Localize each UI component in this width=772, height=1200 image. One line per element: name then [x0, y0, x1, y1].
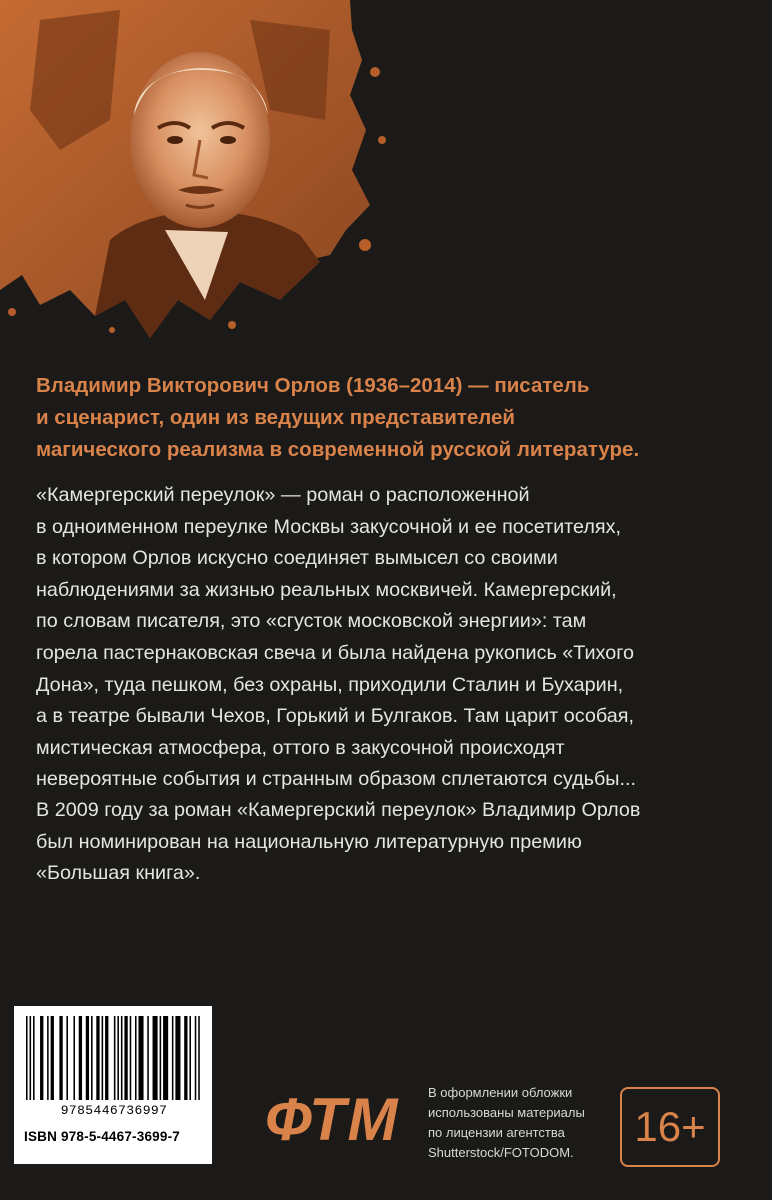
- publisher-logo: ФТМ: [265, 1086, 399, 1153]
- barcode-bar: [96, 1016, 99, 1100]
- barcode-bar: [117, 1016, 119, 1100]
- barcode-bar: [124, 1016, 127, 1100]
- barcode-bar: [30, 1016, 32, 1100]
- barcode-bar: [105, 1016, 108, 1100]
- age-rating-badge: 16+: [620, 1087, 720, 1167]
- barcode-bar: [121, 1016, 123, 1100]
- barcode-bar: [40, 1016, 43, 1100]
- barcode-bar: [153, 1016, 158, 1100]
- barcode-bar: [189, 1016, 191, 1100]
- barcode-bar: [66, 1016, 68, 1100]
- isbn-number: ISBN 978-5-4467-3699-7: [24, 1129, 180, 1144]
- barcode-bar: [73, 1016, 75, 1100]
- barcode-bar: [163, 1016, 168, 1100]
- barcode-bar: [130, 1016, 132, 1100]
- barcode-bar: [138, 1016, 143, 1100]
- barcode-bar: [79, 1016, 82, 1100]
- book-description: «Камергерский переулок» — роман о расположенной в одноименном переулке Москвы закусочной и ее посетителях, в котором Орлов искусно соединяет вымысел со своими наблюдениями за жизнью реальных москвичей. Камергерский, по словам писателя, это «сгусток московской энергии»: там горела пастернаковская свеча и была найдена рукопись «Тихого Дона», туда пешком, без охраны, приходили Сталин и Бухарин, а в театре бывали Чехов, Горький и Булгаков. Там царит особая, мистическая атмосфера, оттого в закусочной происходят невероятные события и странным образом сплетаются судьбы...: [36, 484, 636, 791]
- barcode-bar: [184, 1016, 187, 1100]
- barcode-bar: [195, 1016, 197, 1100]
- barcode-bar: [160, 1016, 162, 1100]
- barcode-bar: [102, 1016, 104, 1100]
- barcode-bar: [135, 1016, 137, 1100]
- barcode-bar: [51, 1016, 54, 1100]
- portrait-splash-image: [0, 0, 400, 345]
- barcode-bars: [26, 1016, 200, 1100]
- barcode-bar: [172, 1016, 174, 1100]
- barcode-bar: [59, 1016, 62, 1100]
- barcode-bar: [86, 1016, 89, 1100]
- image-credits: В оформлении обложки использованы материалы по лицензии агентства Shutterstock/FOTODOM.: [428, 1085, 585, 1160]
- barcode-bar: [26, 1016, 28, 1100]
- barcode-bar: [114, 1016, 116, 1100]
- barcode-bar: [175, 1016, 180, 1100]
- barcode-bar: [91, 1016, 93, 1100]
- barcode-bar: [198, 1016, 200, 1100]
- author-portrait: [0, 0, 400, 345]
- author-bio: Владимир Викторович Орлов (1936–2014) — писатель и сценарист, один из ведущих представителей магического реализма в современной русской литературе.: [36, 374, 640, 461]
- barcode-digits: 9785446736997: [60, 1103, 168, 1118]
- barcode-bar: [147, 1016, 149, 1100]
- barcode-bar: [33, 1016, 35, 1100]
- barcode-bar: [47, 1016, 49, 1100]
- isbn-barcode: [14, 1006, 212, 1164]
- award-note: В 2009 году за роман «Камергерский переулок» Владимир Орлов был номинирован на национальную литературную премию «Большая книга».: [36, 799, 641, 885]
